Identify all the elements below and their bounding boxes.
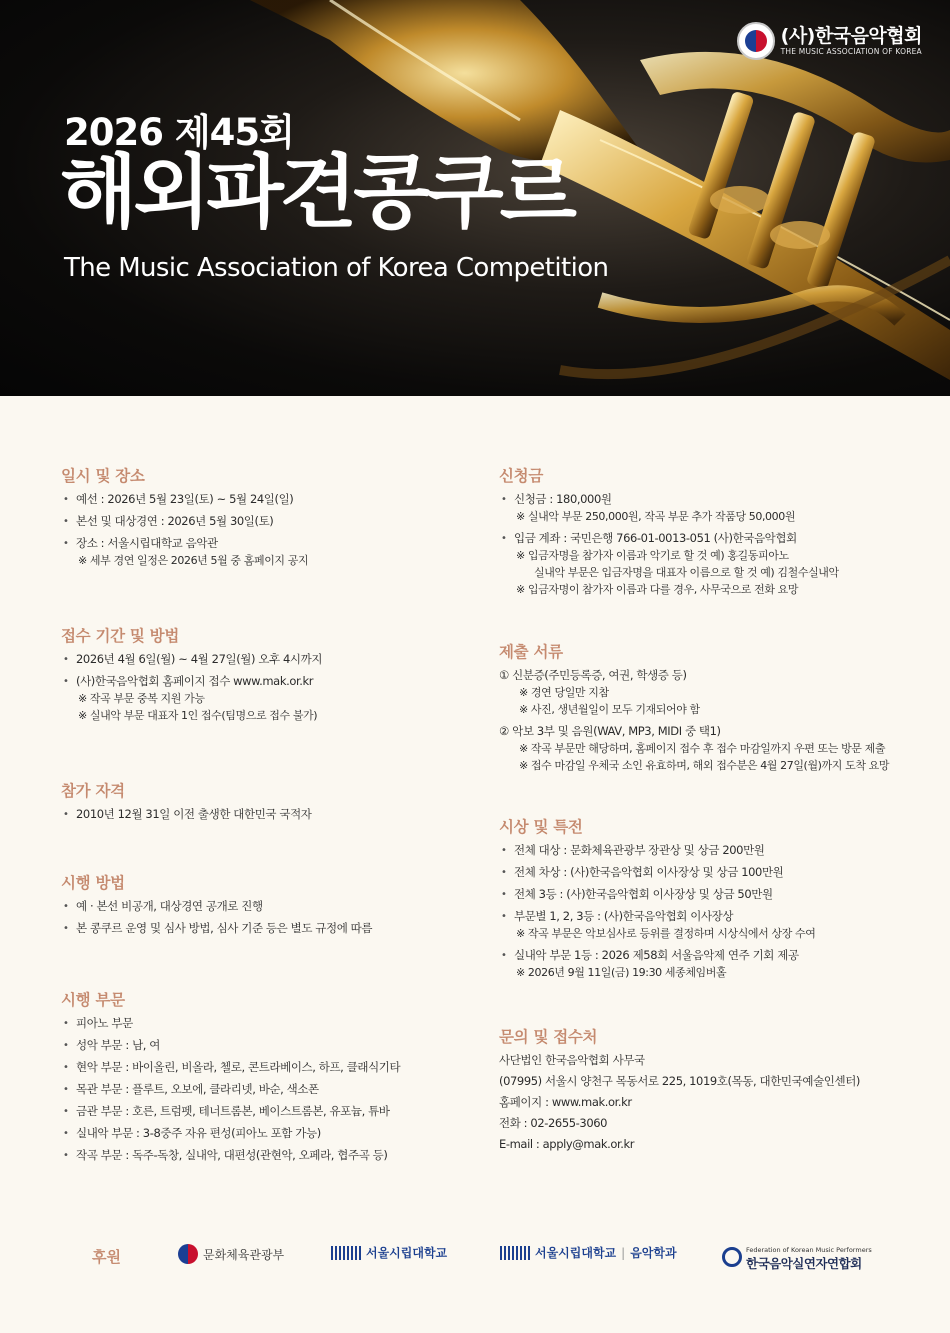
list-item: • 성악 부문 : 남, 여 <box>61 1037 471 1054</box>
list-item: • 2010년 12월 31일 이전 출생한 대한민국 국적자 <box>61 806 471 823</box>
sponsor-fed <box>722 1244 872 1270</box>
sponsor-uos-name: 서울시립대학교 <box>366 1246 448 1260</box>
awards-section <box>499 815 919 1025</box>
page-title: 해외파견콩쿠르 <box>60 146 573 239</box>
note: ※ 입금자명을 참가자 이름과 악기로 할 것 예) 홍길동피아노 <box>516 549 789 562</box>
sponsor-label: 후원 <box>92 1248 121 1266</box>
contact-line: 사단법인 한국음악협회 사무국 <box>499 1053 645 1067</box>
list-item: • 본선 및 대상경연 : 2026년 5월 30일(토) <box>61 513 471 530</box>
section-title: 제출 서류 <box>499 643 563 661</box>
fee-section <box>499 464 919 640</box>
note: ※ 경연 당일만 지참 <box>519 686 609 699</box>
list-item: • 장소 : 서울시립대학교 음악관 ※ 세부 경연 일정은 2026년 5월 중 홈페이지 공지 <box>61 535 471 569</box>
list-item: • 2026년 4월 6일(월) ~ 4월 27일(월) 오후 4시까지 <box>61 651 471 668</box>
section-title: 신청금 <box>499 467 544 485</box>
documents-section <box>499 640 919 815</box>
note: ※ 실내악 부문 대표자 1인 접수(팀명으로 접수 불가) <box>78 709 318 722</box>
taegeuk-icon <box>178 1244 198 1264</box>
right-column <box>499 464 919 1157</box>
org-emblem-icon <box>737 22 775 60</box>
title-en: The Music Association of Korea Competition <box>64 253 609 283</box>
section-title: 참가 자격 <box>61 782 125 800</box>
list-item: • 부문별 1, 2, 3등 : (사)한국음악협회 이사장상 ※ 작곡 부문은 악보심사로 등위를 결정하며 시상식에서 상장 수여 <box>499 908 919 942</box>
uos-logo-icon <box>331 1246 361 1260</box>
sponsor-fed-ko: 한국음악실연자연합회 <box>746 1256 862 1271</box>
section-title: 시상 및 특전 <box>499 818 583 836</box>
note: ※ 실내악 부문 250,000원, 작곡 부문 추가 작품당 50,000원 <box>516 510 796 523</box>
section-title: 일시 및 장소 <box>61 467 145 485</box>
list-item: • 피아노 부문 <box>61 1015 471 1032</box>
schedule-section <box>61 464 471 624</box>
sponsor-mcst-name: 문화체육관광부 <box>203 1247 285 1262</box>
note: ※ 입금자명이 참가자 이름과 다를 경우, 사무국으로 전화 요망 <box>516 583 799 596</box>
separator: | <box>621 1245 626 1260</box>
section-title: 시행 부문 <box>61 991 125 1009</box>
section-title: 접수 기간 및 방법 <box>61 627 180 645</box>
list-item: • 현악 부문 : 바이올린, 비올라, 첼로, 콘트라베이스, 하프, 클래식기타 <box>61 1059 471 1076</box>
sponsor-uos-music <box>500 1244 677 1261</box>
org-name-en: THE MUSIC ASSOCIATION OF KOREA <box>780 47 922 56</box>
contact-line: 전화 : 02-2655-3060 <box>499 1116 608 1130</box>
contact-line: (07995) 서울시 양천구 목동서로 225, 1019호(목동, 대한민국예술인센터) <box>499 1074 860 1088</box>
year-edition: 2026 제45회 <box>64 111 294 154</box>
method-section <box>61 871 471 988</box>
list-item: • 작곡 부문 : 독주-독창, 실내악, 대편성(관현악, 오페라, 협주곡 등) <box>61 1147 471 1164</box>
note: 실내악 부문은 입금자명을 대표자 이름으로 할 것 예) 김철수실내악 <box>534 566 839 579</box>
sponsor-mcst <box>178 1244 284 1264</box>
list-item: • 예 · 본선 비공개, 대상경연 공개로 진행 <box>61 898 471 915</box>
note: ※ 작곡 부문은 악보심사로 등위를 결정하며 시상식에서 상장 수여 <box>516 927 816 940</box>
sponsor-bar <box>0 1228 950 1284</box>
list-item: • 전체 대상 : 문화체육관광부 장관상 및 상금 200만원 <box>499 842 919 859</box>
list-item: • 본 콩쿠르 운영 및 심사 방법, 심사 기준 등은 별도 규정에 따름 <box>61 920 471 937</box>
list-item: • 목관 부문 : 플루트, 오보에, 클라리넷, 바순, 색소폰 <box>61 1081 471 1098</box>
section-title: 문의 및 접수처 <box>499 1028 598 1046</box>
list-item: • 예선 : 2026년 5월 23일(토) ~ 5월 24일(일) <box>61 491 471 508</box>
federation-logo-icon <box>722 1247 742 1267</box>
sponsor-uos-music-dept: 음악학과 <box>630 1246 677 1260</box>
note: ※ 작곡 부문 중복 지원 가능 <box>78 692 205 705</box>
hero-banner <box>0 0 950 396</box>
note: ※ 작곡 부문만 해당하며, 홈페이지 접수 후 접수 마감일까지 우편 또는 방문 제출 <box>519 742 886 755</box>
contact-line: 홈페이지 : www.mak.or.kr <box>499 1095 632 1109</box>
list-item: ① 신분증(주민등록증, 여권, 학생증 등) ※ 경연 당일만 지참 ※ 사진, 생년월일이 모두 기재되어야 함 <box>499 667 919 718</box>
eligibility-section <box>61 779 471 871</box>
list-item: • (사)한국음악협회 홈페이지 접수 www.mak.or.kr ※ 작곡 부문 중복 지원 가능 ※ 실내악 부문 대표자 1인 접수(팀명으로 접수 불가) <box>61 673 471 724</box>
list-item: • 신청금 : 180,000원 ※ 실내악 부문 250,000원, 작곡 부문 추가 작품당 50,000원 <box>499 491 919 525</box>
note: ※ 세부 경연 일정은 2026년 5월 중 홈페이지 공지 <box>78 554 309 567</box>
list-item: • 입금 계좌 : 국민은행 766-01-0013-051 (사)한국음악협회 ※ 입금자명을 참가자 이름과 악기로 할 것 예) 홍길동피아노 실내악 부문은 입금자명을 대표자 이름으로 할 것 예) 김철수실내악 ※ 입금자명이 참가자 이름과 다를 경우, 사무국으로 전화 요망 <box>499 530 919 598</box>
note: ※ 2026년 9월 11일(금) 19:30 세종체임버홀 <box>516 966 727 979</box>
sponsor-fed-en: Federation of Korean Music Performers <box>746 1246 872 1254</box>
contact-line: E-mail : apply@mak.or.kr <box>499 1137 635 1151</box>
sponsor-uos <box>331 1244 447 1261</box>
org-logo <box>737 22 922 60</box>
list-item: • 실내악 부문 1등 : 2026 제58회 서울음악제 연주 기회 제공 ※ 2026년 9월 11일(금) 19:30 세종체임버홀 <box>499 947 919 981</box>
list-item: • 금관 부문 : 호른, 트럼펫, 테너트롬본, 베이스트롬본, 유포늄, 튜바 <box>61 1103 471 1120</box>
list-item: • 전체 3등 : (사)한국음악협회 이사장상 및 상금 50만원 <box>499 886 919 903</box>
note: ※ 접수 마감일 우체국 소인 유효하며, 해외 접수분은 4월 27일(월)까지 도착 요망 <box>519 759 890 772</box>
divisions-section <box>61 988 471 1164</box>
section-title: 시행 방법 <box>61 874 125 892</box>
list-item: ② 악보 3부 및 음원(WAV, MP3, MIDI 중 택1) ※ 작곡 부문만 해당하며, 홈페이지 접수 후 접수 마감일까지 우편 또는 방문 제출 ※ 접수 마감일 우체국 소인 유효하며, 해외 접수분은 4월 27일(월)까지 도착 요망 <box>499 723 919 774</box>
contact-section <box>499 1025 919 1153</box>
list-item: • 실내악 부문 : 3-8중주 자유 편성(피아노 포함 가능) <box>61 1125 471 1142</box>
list-item: • 전체 차상 : (사)한국음악협회 이사장상 및 상금 100만원 <box>499 864 919 881</box>
sponsor-uos-music-school: 서울시립대학교 <box>535 1246 617 1260</box>
org-name-ko: (사)한국음악협회 <box>780 25 922 47</box>
application-section <box>61 624 471 779</box>
uos-logo-icon <box>500 1246 530 1260</box>
left-column <box>61 464 471 1169</box>
note: ※ 사진, 생년월일이 모두 기재되어야 함 <box>519 703 700 716</box>
